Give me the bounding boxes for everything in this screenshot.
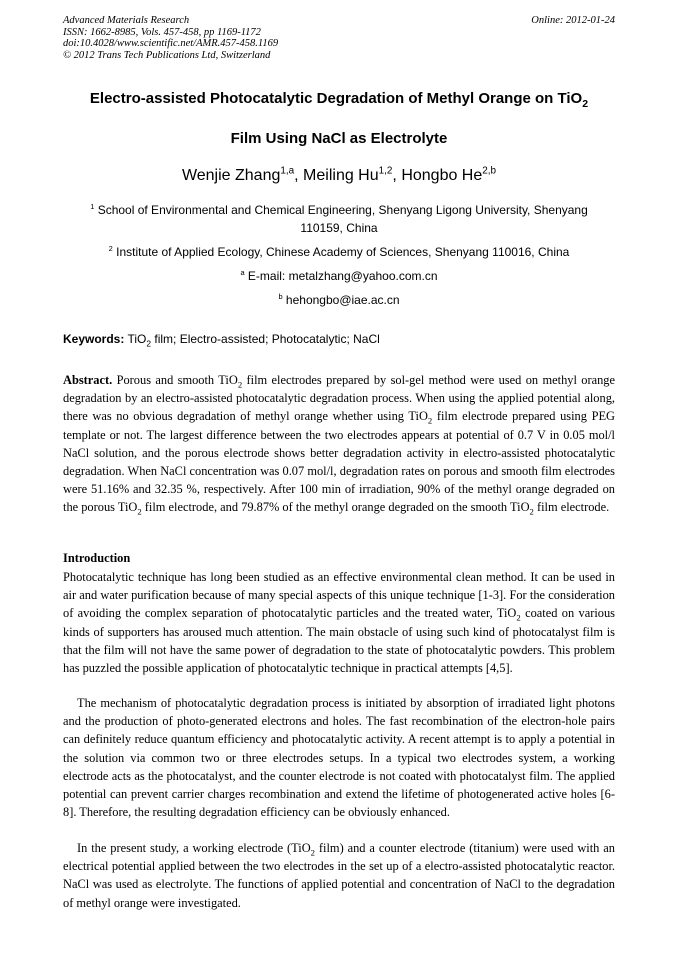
copyright-line: © 2012 Trans Tech Publications Ltd, Switzerland — [63, 49, 271, 61]
keywords-label: Keywords: — [63, 332, 125, 346]
abstract-paragraph: Abstract. Porous and smooth TiO$_2$ film electrodes prepared by sol-gel method were used on methyl orange degradation by an electro-assisted photocatalytic degradation process. When using the applied potential along, there was no obvious degradation of methyl orange whether using TiO$_2$ film electrode prepared using PEG template or not. The largest difference between the two electrodes appears at potential of 0.7 V in 0.05 mol/l NaCl solution, and the porous electrode shows better degradation activity in electro-assisted photocatalytic degradation. When NaCl concentration was 0.07 mol/l, degradation rates on porous and smooth film electrodes were 51.16% and 32.35 %, respectively. After 100 min of irradiation, 90% of the methyl orange degraded on the porous TiO$_2$ film electrode, and 79.87% of the methyl orange degraded on the smooth TiO$_2$ film electrode. — [63, 373, 615, 517]
keywords: Keywords: TiO$_2$ film; Electro-assisted; Photocatalytic; NaCl — [63, 332, 380, 349]
intro-paragraph-1: Photocatalytic technique has long been studied as an effective environmental clean method. It can be used in air and water purification because of many special aspects of this unique technique [1-3]. For the consideration of avoiding the complex separation of photocatalytic particles and the treated water, TiO$_2$ coated on various kinds of supporters has aroused much attention. The main obstacle of using such kind of photocatalyst film is that the film will not have the same power of degradation to the state of photocatalytic powders. This problem has puzzled the possible application of photocatalytic technique in practical attempts [4,5]. — [63, 570, 616, 676]
author-2: Meiling Hu$^{1,2}$, — [303, 165, 402, 184]
paper-title — [40, 89, 638, 149]
affiliation-1: $^1$ School of Environmental and Chemical Engineering, Shenyang Ligong University, Shenyang 110159, China — [90, 202, 588, 235]
journal-header — [63, 15, 615, 61]
affiliation-2: $^2$ Institute of Applied Ecology, Chinese Academy of Sciences, Shenyang 110016, China — [108, 244, 570, 259]
abstract-label: Abstract. — [63, 373, 113, 387]
intro-paragraph-2: The mechanism of photocatalytic degradation process is initiated by absorption of irradiated light photons and the production of photo-generated electrons and holes. The fast recombination of the electron-hole pairs can definitely reduce quantum efficiency and photocatalytic activity. A recent attempt is to apply a potential in the solution via common two or three electrodes setups. In a typical two electrodes system, a working electrode acts as the photocatalyst, and the counter electrode is not coated with photocatalyst film. The applied potential can prevent carrier charges recombination and extend the lifetime of photogenerated active holes [6-8]. Therefore, the resulting degradation efficiency can be obviously enhanced. — [63, 696, 615, 820]
doi-line: doi:10.4028/www.scientific.net/AMR.457-458.1169 — [63, 38, 279, 49]
author-3: Hongbo He$^{2,b}$ — [401, 165, 497, 184]
author-1: Wenjie Zhang$^{1,a}$, — [181, 165, 304, 184]
journal-name: Advanced Materials Research — [63, 15, 190, 26]
email-b: $^b$ hehongbo@iae.ac.cn — [278, 292, 400, 307]
issn-line: ISSN: 1662-8985, Vols. 457-458, pp 1169-1172 — [63, 26, 261, 38]
email-a: $^a$ E-mail: metalzhang@yahoo.com.cn — [240, 268, 438, 283]
title-line-2: Film Using NaCl as Electrolyte — [230, 130, 448, 147]
intro-paragraph-3: In the present study, a working electrode (TiO$_2$ film) and a counter electrode (titanium) were used with an electrical potential applied between the two electrodes in the set up of a electro-assisted photocatalytic reactor. NaCl was used as electrolyte. The functions of applied potential and concentration of NaCl to the degradation of methyl orange were investigated. — [63, 841, 615, 910]
title-line-1: Electro-assisted Photocatalytic Degradation of Methyl Orange on TiO$_2$ — [89, 90, 589, 110]
introduction-heading: Introduction — [63, 551, 131, 565]
author-list — [40, 167, 638, 185]
online-date: Online: 2012-01-24 — [531, 15, 615, 26]
